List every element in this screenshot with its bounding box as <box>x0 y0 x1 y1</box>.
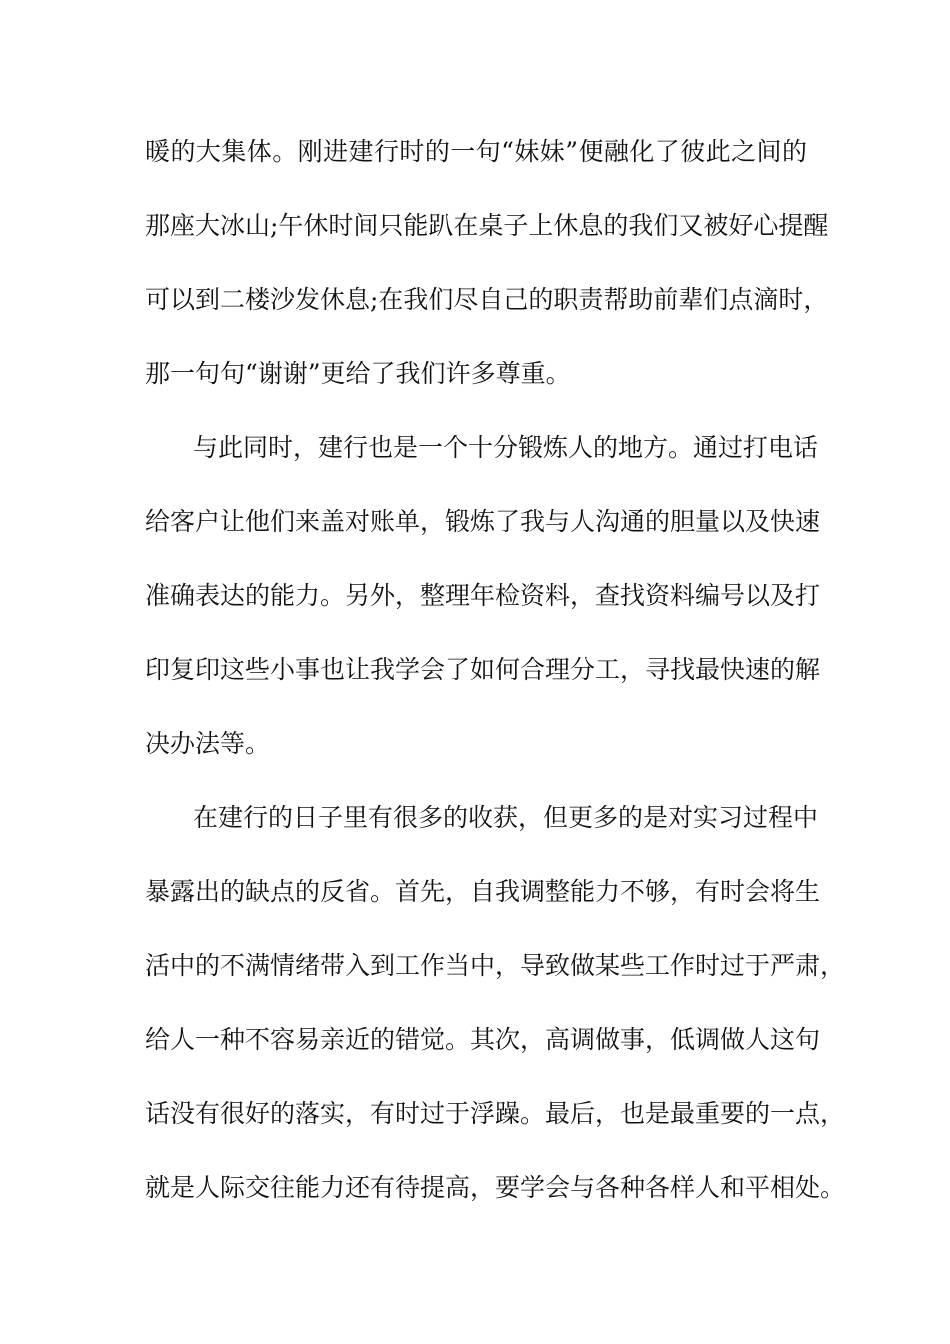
text-line-4: 那一句句“谢谢”更给了我们许多尊重。 <box>145 359 571 388</box>
text-line-15: 就是人际交往能力还有待提高，要学会与各种各样人和平相处。 <box>145 1173 846 1202</box>
text-line-3: 可以到二楼沙发休息;在我们尽自己的职责帮助前辈们点滴时， <box>145 285 829 314</box>
text-line-11: 暴露出的缺点的反省。首先，自我调整能力不够，有时会将生 <box>145 877 821 906</box>
text-line-2: 那座大冰山;午休时间只能趴在桌子上休息的我们又被好心提醒 <box>145 211 829 240</box>
text-line-13: 给人一种不容易亲近的错觉。其次，高调做事，低调做人这句 <box>145 1025 821 1054</box>
text-line-7: 准确表达的能力。另外，整理年检资料，查找资料编号以及打 <box>145 581 821 610</box>
text-line-10: 在建行的日子里有很多的收获，但更多的是对实习过程中 <box>193 803 819 832</box>
text-line-9: 决办法等。 <box>145 729 271 758</box>
text-line-6: 给客户让他们来盖对账单，锻炼了我与人沟通的胆量以及快速 <box>145 507 821 536</box>
text-line-5: 与此同时，建行也是一个十分锻炼人的地方。通过打电话 <box>193 433 819 462</box>
text-line-12: 活中的不满情绪带入到工作当中，导致做某些工作时过于严肃， <box>145 951 846 980</box>
text-line-1: 暖的大集体。刚进建行时的一句“妹妹”便融化了彼此之间的 <box>145 137 807 166</box>
text-line-8: 印复印这些小事也让我学会了如何合理分工，寻找最快速的解 <box>145 655 821 684</box>
text-line-14: 话没有很好的落实，有时过于浮躁。最后，也是最重要的一点， <box>145 1099 846 1128</box>
